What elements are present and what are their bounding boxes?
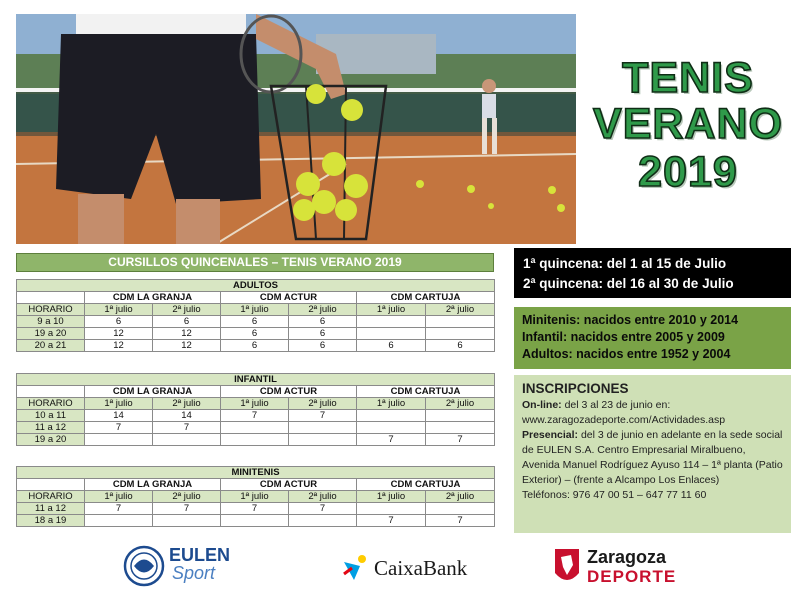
- club-header: CDM CARTUJA: [357, 292, 495, 304]
- club-header: CDM CARTUJA: [357, 386, 495, 398]
- club-header: CDM LA GRANJA: [85, 479, 221, 491]
- time-slot-cell: 10 a 11: [17, 410, 85, 422]
- table-infantil: [16, 373, 495, 446]
- time-slot-cell: 9 a 10: [17, 316, 85, 328]
- title-line-3: 2019: [638, 148, 738, 196]
- table-adultos: [16, 279, 495, 352]
- places-cell: 7: [426, 515, 495, 527]
- eulen-sport-logo: [122, 545, 232, 587]
- period-header-2: 2ª julio: [153, 304, 221, 316]
- presencial-label: Presencial:: [522, 429, 579, 441]
- empty-cell: [17, 479, 85, 491]
- title-line-1: TENIS: [622, 54, 754, 102]
- period-header-2: 2ª julio: [289, 304, 357, 316]
- places-cell: [357, 410, 426, 422]
- places-cell: 7: [357, 434, 426, 446]
- club-header: CDM ACTUR: [221, 386, 357, 398]
- places-cell: 12: [153, 328, 221, 340]
- registration-url[interactable]: www.zaragozadeporte.com/Actividades.asp: [522, 414, 726, 426]
- period-header-1: 1ª julio: [221, 398, 289, 410]
- places-cell: 6: [426, 340, 495, 352]
- quincena-1-text: 1ª quincena: del 1 al 15 de Julio: [523, 256, 727, 271]
- table-row: [17, 434, 495, 446]
- places-cell: [426, 503, 495, 515]
- period-header-2: 2ª julio: [426, 491, 495, 503]
- period-header-1: 1ª julio: [85, 491, 153, 503]
- club-header: CDM CARTUJA: [357, 479, 495, 491]
- eulen-name: EULEN: [169, 545, 231, 565]
- table-title-row: [17, 280, 495, 292]
- period-header-1: 1ª julio: [357, 491, 426, 503]
- places-cell: [153, 434, 221, 446]
- period-header-2: 2ª julio: [426, 304, 495, 316]
- horario-header: HORARIO: [17, 491, 85, 503]
- club-header: CDM ACTUR: [221, 292, 357, 304]
- table-title: ADULTOS: [17, 280, 495, 292]
- places-cell: 7: [221, 410, 289, 422]
- period-header-1: 1ª julio: [357, 304, 426, 316]
- phones-text: Teléfonos: 976 47 00 51 – 647 77 11 60: [522, 489, 707, 501]
- places-cell: [289, 515, 357, 527]
- places-cell: 7: [153, 503, 221, 515]
- period-header-row: [17, 398, 495, 410]
- places-cell: 12: [85, 328, 153, 340]
- places-cell: 14: [85, 410, 153, 422]
- table-title-row: [17, 467, 495, 479]
- age-infantil: Infantil: nacidos entre 2005 y 2009: [522, 330, 725, 344]
- age-minitenis: Minitenis: nacidos entre 2010 y 2014: [522, 313, 739, 327]
- period-header-2: 2ª julio: [289, 398, 357, 410]
- zaragoza-deporte-name: DEPORTE: [587, 567, 677, 586]
- table-row: [17, 316, 495, 328]
- time-slot-cell: 20 a 21: [17, 340, 85, 352]
- tennis-photo: [16, 14, 576, 244]
- places-cell: 12: [85, 340, 153, 352]
- table-row: [17, 515, 495, 527]
- table-row: [17, 340, 495, 352]
- inscripciones-panel: [514, 375, 791, 533]
- club-header: CDM LA GRANJA: [85, 386, 221, 398]
- table-banner: CURSILLOS QUINCENALES – TENIS VERANO 2019: [16, 253, 494, 272]
- places-cell: [221, 515, 289, 527]
- places-cell: 7: [221, 503, 289, 515]
- places-cell: 7: [85, 422, 153, 434]
- places-cell: [153, 515, 221, 527]
- period-header-1: 1ª julio: [357, 398, 426, 410]
- time-slot-cell: 11 a 12: [17, 422, 85, 434]
- club-header-row: [17, 386, 495, 398]
- period-header-2: 2ª julio: [153, 398, 221, 410]
- places-cell: 7: [289, 410, 357, 422]
- club-header: CDM LA GRANJA: [85, 292, 221, 304]
- table-row: [17, 410, 495, 422]
- eulen-sport-name: Sport: [172, 563, 216, 583]
- presencial-line: [522, 428, 785, 488]
- tennis-photo-illustration: [16, 14, 576, 244]
- caixabank-name: CaixaBank: [374, 556, 468, 580]
- online-text: del 3 al 23 de junio en:: [561, 399, 671, 411]
- places-cell: 6: [221, 328, 289, 340]
- empty-cell: [17, 292, 85, 304]
- quincena-2-text: 2ª quincena: del 16 al 30 de Julio: [523, 276, 734, 291]
- places-cell: [221, 422, 289, 434]
- places-cell: 6: [289, 340, 357, 352]
- places-cell: [221, 434, 289, 446]
- presencial-text: del 3 de junio en adelante en la sede social de EULEN S.A. Centro Empresarial Miralbueno, Avenida Manuel Rodríguez Ayuso 114 – 1ª planta (Patio Exterior) – (frente a Alcampo Los Enlaces): [522, 429, 783, 486]
- places-cell: 7: [153, 422, 221, 434]
- table-row: [17, 328, 495, 340]
- period-header-1: 1ª julio: [221, 304, 289, 316]
- inscripciones-title: INSCRIPCIONES: [522, 381, 629, 396]
- caixabank-star-icon: [340, 552, 372, 582]
- places-cell: 7: [357, 515, 426, 527]
- places-cell: [426, 328, 495, 340]
- places-cell: [426, 316, 495, 328]
- places-cell: 6: [153, 316, 221, 328]
- title-line-2: VERANO: [593, 100, 783, 148]
- places-cell: [426, 422, 495, 434]
- empty-cell: [17, 386, 85, 398]
- table-title: INFANTIL: [17, 374, 495, 386]
- table-minitenis: [16, 466, 495, 527]
- period-header-1: 1ª julio: [221, 491, 289, 503]
- table-row: [17, 503, 495, 515]
- places-cell: [289, 434, 357, 446]
- table-row: [17, 422, 495, 434]
- quincenas-panel: [514, 248, 791, 298]
- places-cell: 6: [85, 316, 153, 328]
- caixabank-logo: [340, 552, 480, 584]
- places-cell: [357, 316, 426, 328]
- period-header-row: [17, 491, 495, 503]
- time-slot-cell: 19 a 20: [17, 434, 85, 446]
- horario-header: HORARIO: [17, 304, 85, 316]
- places-cell: [357, 503, 426, 515]
- places-cell: 7: [426, 434, 495, 446]
- places-cell: 6: [289, 328, 357, 340]
- period-header-2: 2ª julio: [426, 398, 495, 410]
- places-cell: [85, 515, 153, 527]
- period-header-1: 1ª julio: [85, 304, 153, 316]
- places-cell: [357, 328, 426, 340]
- places-cell: [357, 422, 426, 434]
- zaragoza-deporte-logo: [553, 547, 683, 589]
- places-cell: 6: [357, 340, 426, 352]
- places-cell: 12: [153, 340, 221, 352]
- places-cell: [289, 422, 357, 434]
- horario-header: HORARIO: [17, 398, 85, 410]
- zaragoza-lion-shield-icon: [553, 547, 581, 587]
- places-cell: [426, 410, 495, 422]
- places-cell: 6: [289, 316, 357, 328]
- time-slot-cell: 18 a 19: [17, 515, 85, 527]
- places-cell: [85, 434, 153, 446]
- ages-panel: [514, 307, 791, 369]
- period-header-2: 2ª julio: [153, 491, 221, 503]
- club-header-row: [17, 479, 495, 491]
- table-title: MINITENIS: [17, 467, 495, 479]
- club-header-row: [17, 292, 495, 304]
- table-title-row: [17, 374, 495, 386]
- places-cell: 6: [221, 316, 289, 328]
- time-slot-cell: 11 a 12: [17, 503, 85, 515]
- period-header-row: [17, 304, 495, 316]
- online-line: [522, 398, 785, 413]
- eulen-emblem-icon: [122, 545, 166, 587]
- age-adultos: Adultos: nacidos entre 1952 y 2004: [522, 347, 731, 361]
- club-header: CDM ACTUR: [221, 479, 357, 491]
- period-header-1: 1ª julio: [85, 398, 153, 410]
- places-cell: 7: [289, 503, 357, 515]
- places-cell: 14: [153, 410, 221, 422]
- period-header-2: 2ª julio: [289, 491, 357, 503]
- zaragoza-name: Zaragoza: [587, 547, 667, 567]
- places-cell: 7: [85, 503, 153, 515]
- places-cell: 6: [221, 340, 289, 352]
- online-label: On-line:: [522, 399, 562, 411]
- time-slot-cell: 19 a 20: [17, 328, 85, 340]
